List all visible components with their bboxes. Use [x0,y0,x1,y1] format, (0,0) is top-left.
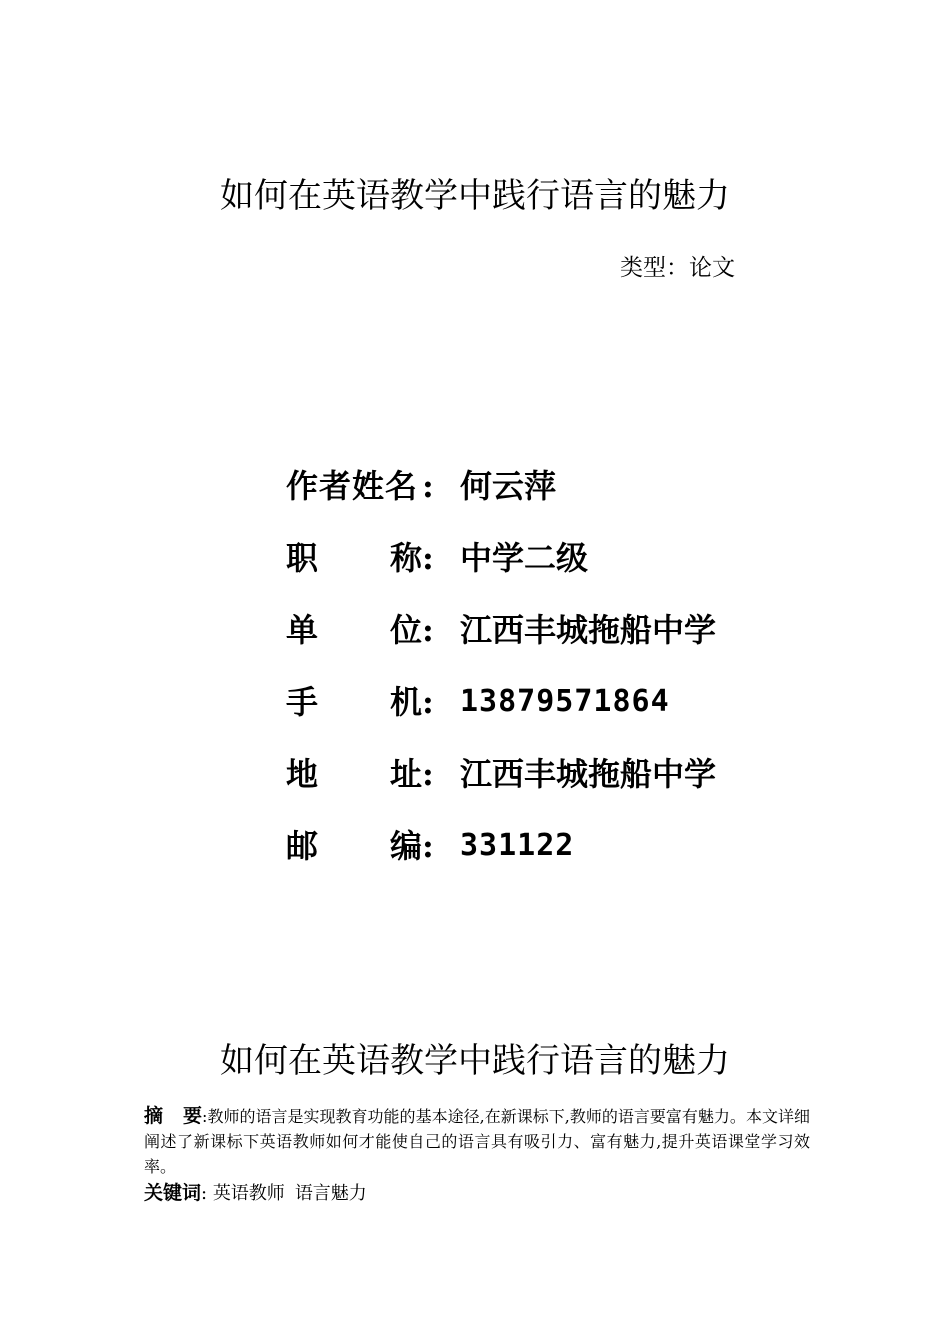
info-value-address: 江西丰城拖船中学 [460,755,717,793]
info-label-phone-1: 手 [286,683,319,721]
info-label-title-rank-1: 职 [286,539,319,577]
abstract-label-char-2: 要 [183,1105,203,1127]
info-label-address-1: 地 [286,755,319,793]
keywords [144,1179,810,1208]
info-label-postcode-2: 编 [390,827,423,865]
info-label-postcode-1: 邮 [286,827,319,865]
info-colon: : [422,683,434,721]
info-row-postcode [286,823,846,895]
info-label-organization-1: 单 [286,611,319,649]
abstract [144,1104,810,1179]
keywords-label: 关键词 [144,1182,202,1204]
keywords-separator: : [201,1183,213,1204]
info-colon: : [422,827,434,865]
abstract-text: :教师的语言是实现教育功能的基本途径,在新课标下,教师的语言要富有魅力。本文详细阐述了新课标下英语教师如何才能使自己的语言具有吸引力、富有魅力,提升英语课堂学习效率。 [144,1107,810,1176]
info-label-address-2: 址 [390,755,423,793]
info-value-author-name: 何云萍 [460,467,557,505]
info-value-organization: 江西丰城拖船中学 [460,611,717,649]
author-info-block [286,463,846,895]
info-colon: : [422,755,434,793]
info-label-author-name: 作者姓名 [286,467,419,505]
cover-title: 如何在英语教学中践行语言的魅力 [220,176,730,216]
keyword-item: 英语教师 [212,1183,285,1204]
abstract-label [144,1105,202,1127]
info-colon: : [422,467,434,505]
keyword-item: 语言魅力 [294,1183,367,1204]
info-colon: : [422,539,434,577]
info-row-title-rank [286,535,846,607]
document-type: 类型：论文 [620,255,735,281]
info-label-organization-2: 位 [390,611,423,649]
info-row-author-name [286,463,846,535]
info-row-address [286,751,846,823]
info-row-phone [286,679,846,751]
info-row-organization [286,607,846,679]
info-value-phone: 13879571864 [460,684,670,719]
info-value-postcode: 331122 [460,828,575,863]
info-label-phone-2: 机 [390,683,423,721]
info-value-title-rank: 中学二级 [460,539,589,577]
info-colon: : [422,611,434,649]
paper-title: 如何在英语教学中践行语言的魅力 [220,1041,730,1081]
info-label-title-rank-2: 称 [390,539,423,577]
abstract-label-char-1: 摘 [144,1105,164,1127]
